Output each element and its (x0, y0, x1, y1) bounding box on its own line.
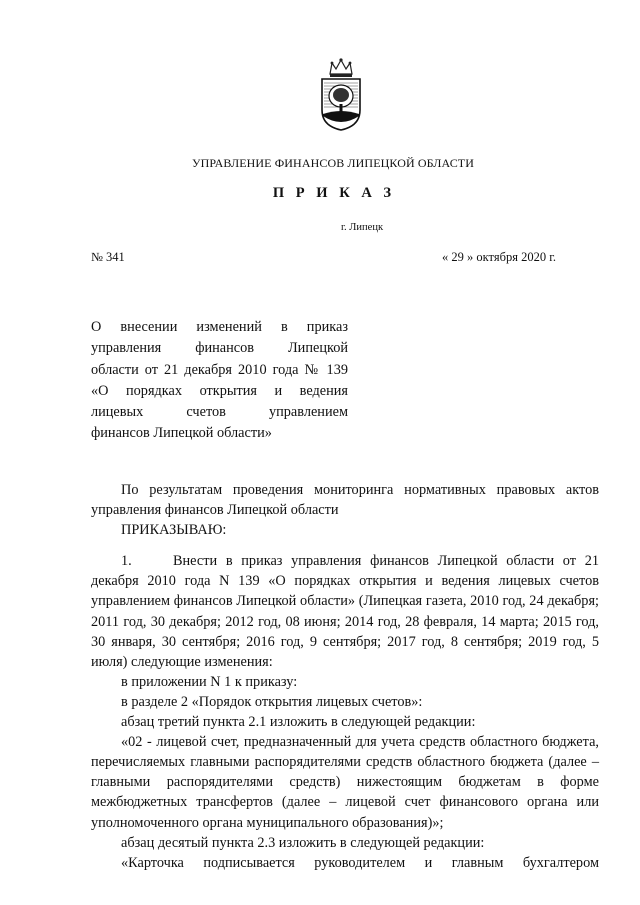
item-number: 1. (121, 553, 132, 570)
preamble-paragraph: По результатам проведения мониторинга нормативных правовых актов управления финансов Липецкой области (91, 482, 599, 519)
order-word: ПРИКАЗЫВАЮ: (121, 522, 227, 539)
subject-line: области от 21 декабря 2010 года № 139 (91, 361, 348, 378)
appendix-line: в приложении N 1 к приказу: (121, 673, 298, 690)
item-1-paragraph (91, 551, 599, 672)
subject-line: финансов Липецкой области» (91, 425, 272, 442)
document-type-title: П Р И К А З (272, 185, 396, 201)
subject-line: управления финансов Липецкой (91, 340, 348, 357)
section-line: в разделе 2 «Порядок открытия лицевых счетов»: (121, 693, 423, 710)
quote-02-paragraph: «02 - лицевой счет, предназначенный для учета средств областного бюджета, перечисляемых главными распорядителями средств областного бюджета (далее – главными распорядителями средств) нижестоящим бюджетам в форме межбюджетных трансфертов (далее – лицевой счет финансового органа или уполномоченного органа муниципального образования)»; (91, 734, 599, 831)
document-body (91, 480, 599, 873)
paragraph-3-line: абзац третий пункта 2.1 изложить в следующей редакции: (121, 714, 476, 731)
subject-line: О внесении изменений в приказ (91, 319, 348, 335)
item-1-text: Внести в приказ управления финансов Липецкой области от 21 декабря 2010 года N 139 «О порядках открытия и ведения лицевых счетов управлением финансов Липецкой области» (Липецкая газета, 2010 год, 24 декабря; 2011 год, 30 декабря; 2012 год, 08 июня; 2014 год, 28 февраля, 14 марта; 2015 год, 30 января, 30 сентября; 2016 год, 9 сентября; 2017 год, 8 сентября; 2019 год, 5 июля) следующие изменения: (91, 553, 599, 670)
city-name: г. Липецк (340, 222, 384, 233)
document-subject (91, 317, 348, 445)
document-date: « 29 » октября 2020 г. (442, 250, 557, 264)
organization-name: УПРАВЛЕНИЕ ФИНАНСОВ ЛИПЕЦКОЙ ОБЛАСТИ (191, 156, 475, 170)
subject-line: лицевых счетов управлением (91, 404, 348, 421)
quote-card-line: «Карточка подписывается руководителем и главным бухгалтером (121, 854, 599, 871)
document-number: № 341 (91, 250, 125, 264)
coat-of-arms-emblem (316, 58, 366, 132)
subject-line: «О порядках открытия и ведения (91, 382, 348, 399)
paragraph-10-line: абзац десятый пункта 2.3 изложить в следующей редакции: (121, 834, 485, 851)
